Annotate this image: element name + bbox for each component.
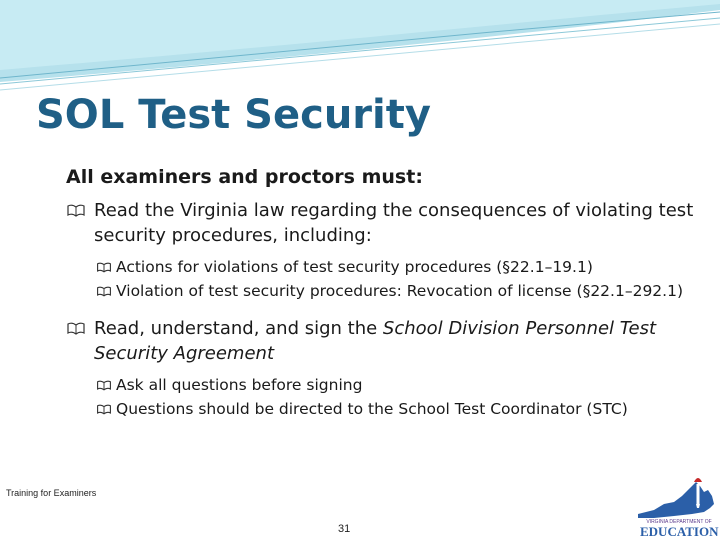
bullet-item — [66, 316, 696, 366]
book-icon — [96, 401, 112, 417]
lead-text: All examiners and proctors must: — [66, 166, 423, 188]
footer-label: Training for Examiners — [6, 488, 97, 498]
logo-wordmark: EDUCATION — [640, 524, 719, 539]
book-icon — [66, 200, 86, 220]
bullet-item — [66, 198, 696, 248]
sub-list — [66, 374, 696, 420]
book-icon — [96, 377, 112, 393]
book-icon — [96, 259, 112, 275]
sub-bullet-text: Ask all questions before signing — [116, 376, 363, 394]
slide-content — [66, 166, 696, 426]
sub-bullet-item — [96, 374, 696, 396]
bullet-text: Read the Virginia law regarding the consequences of violating test security procedures, including: — [94, 200, 694, 246]
page-title: SOL Test Security — [36, 92, 431, 138]
sub-bullet-item — [96, 398, 696, 420]
page-number: 31 — [338, 523, 351, 535]
bullet-text-prefix: Read, understand, and sign the — [94, 318, 383, 339]
sub-bullet-item — [96, 280, 696, 302]
logo-small-text: VIRGINIA DEPARTMENT OF — [646, 519, 712, 525]
book-icon — [96, 283, 112, 299]
sub-bullet-text: Actions for violations of test security procedures (§22.1–19.1) — [116, 258, 593, 276]
sub-bullet-text: Questions should be directed to the School Test Coordinator (STC) — [116, 400, 628, 418]
agreement-title: School Division Personnel Test Security Agreement — [94, 318, 657, 364]
sub-list — [66, 256, 696, 302]
header-swoosh — [0, 0, 720, 95]
sub-bullet-item — [96, 256, 696, 278]
sub-bullet-text: Violation of test security procedures: Revocation of license (§22.1–292.1) — [116, 282, 683, 300]
book-icon — [66, 318, 86, 338]
